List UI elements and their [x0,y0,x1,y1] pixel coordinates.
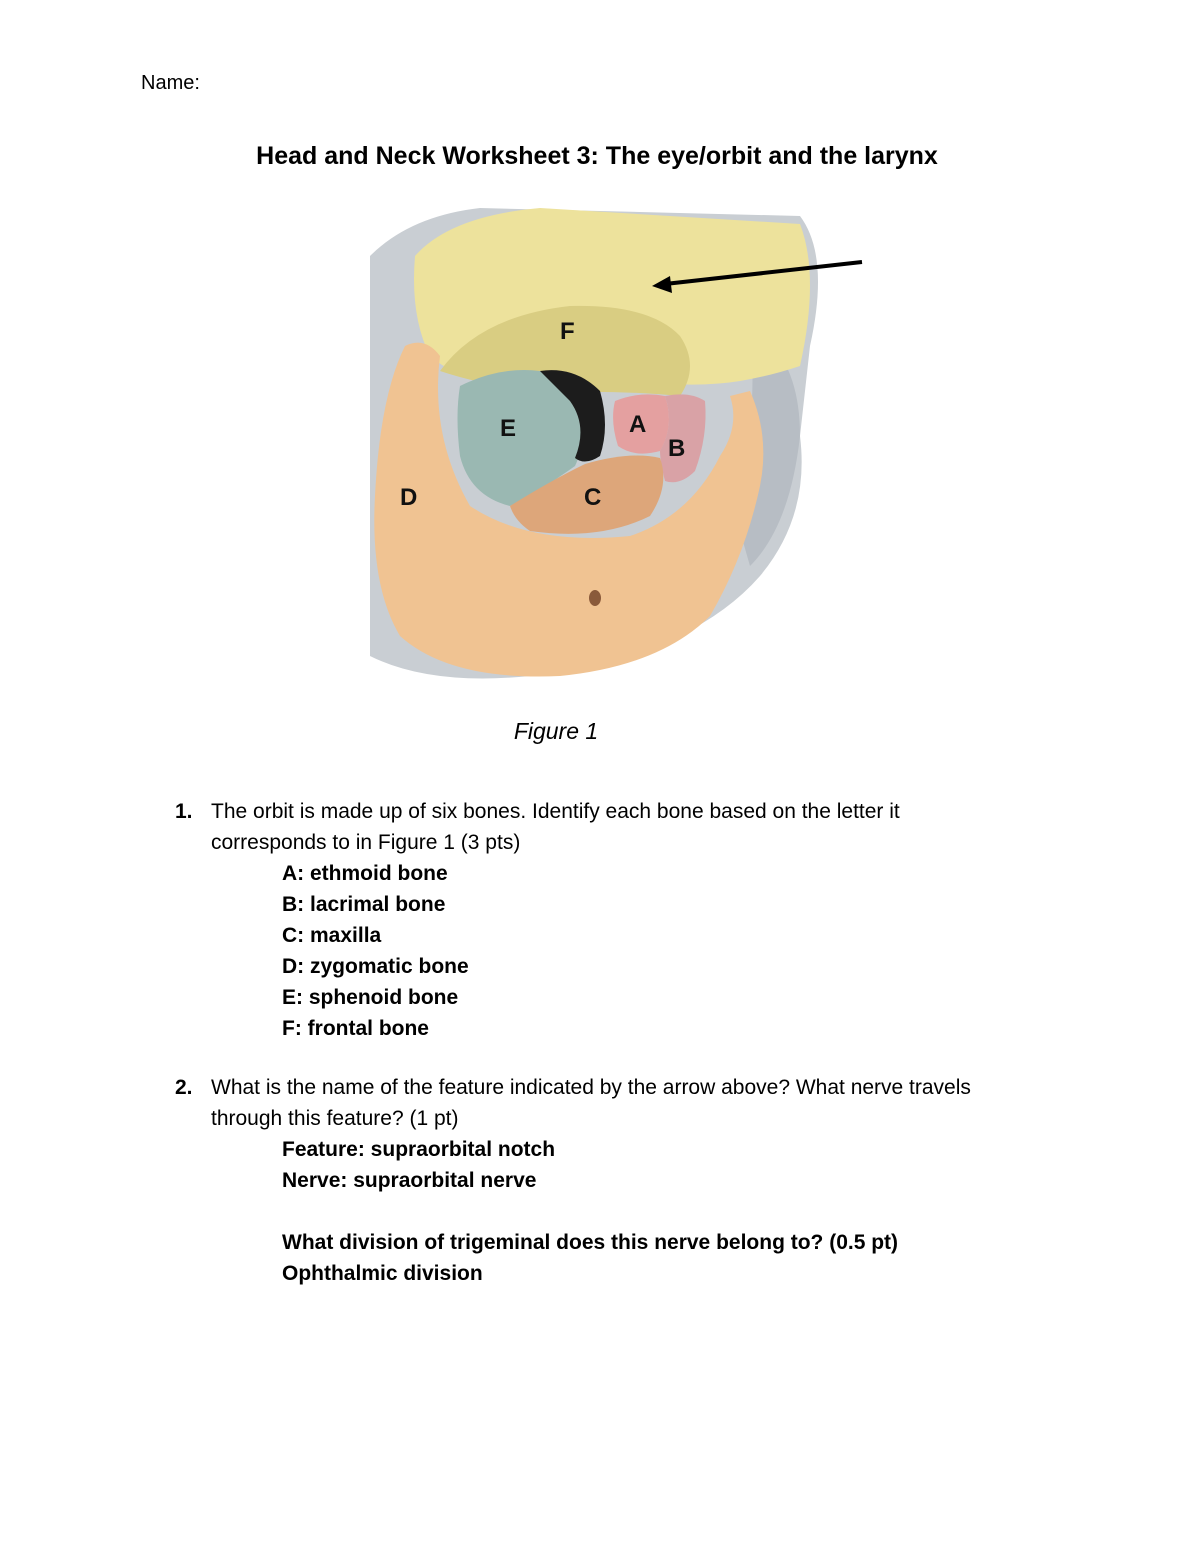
label-b: B [668,435,686,462]
name-label: Name: [141,72,200,94]
answer-item: C: maxilla [282,924,382,947]
answer-list [282,1134,1011,1289]
worksheet-title: Head and Neck Worksheet 3: The eye/orbit and the larynx [256,142,938,170]
question-prompt: The orbit is made up of six bones. Identify each bone based on the letter it corresponds to in Figure 1 (3 pts) [211,800,900,854]
answer-item: D: zygomatic bone [282,955,469,978]
answer-item: A: ethmoid bone [282,862,448,885]
label-f: F [560,318,575,345]
figure-caption: Figure 1 [513,718,599,744]
spacer [282,1196,1011,1227]
answer-item: E: sphenoid bone [282,986,459,1009]
question-1 [175,796,1011,1044]
followup-prompt: What division of trigeminal does this nerve belong to? (0.5 pt) [282,1231,899,1254]
label-c: C [584,484,602,511]
infraorbital-foramen [589,590,601,606]
label-d: D [400,484,418,511]
label-a: A [629,411,647,438]
question-number: 1. [175,800,193,823]
answer-item: Feature: supraorbital notch [282,1138,556,1161]
answer-item: B: lacrimal bone [282,893,446,916]
orbit-illustration [330,196,870,696]
label-e: E [500,415,517,442]
question-prompt: What is the name of the feature indicated by the arrow above? What nerve travels through this feature? (1 pt) [211,1076,971,1130]
answer-list [282,858,1011,1044]
question-2 [175,1072,1011,1289]
question-number: 2. [175,1076,193,1099]
followup-answer: Ophthalmic division [282,1262,483,1285]
answer-item: F: frontal bone [282,1017,429,1040]
answer-item: Nerve: supraorbital nerve [282,1169,537,1192]
orbit-figure [330,196,870,696]
